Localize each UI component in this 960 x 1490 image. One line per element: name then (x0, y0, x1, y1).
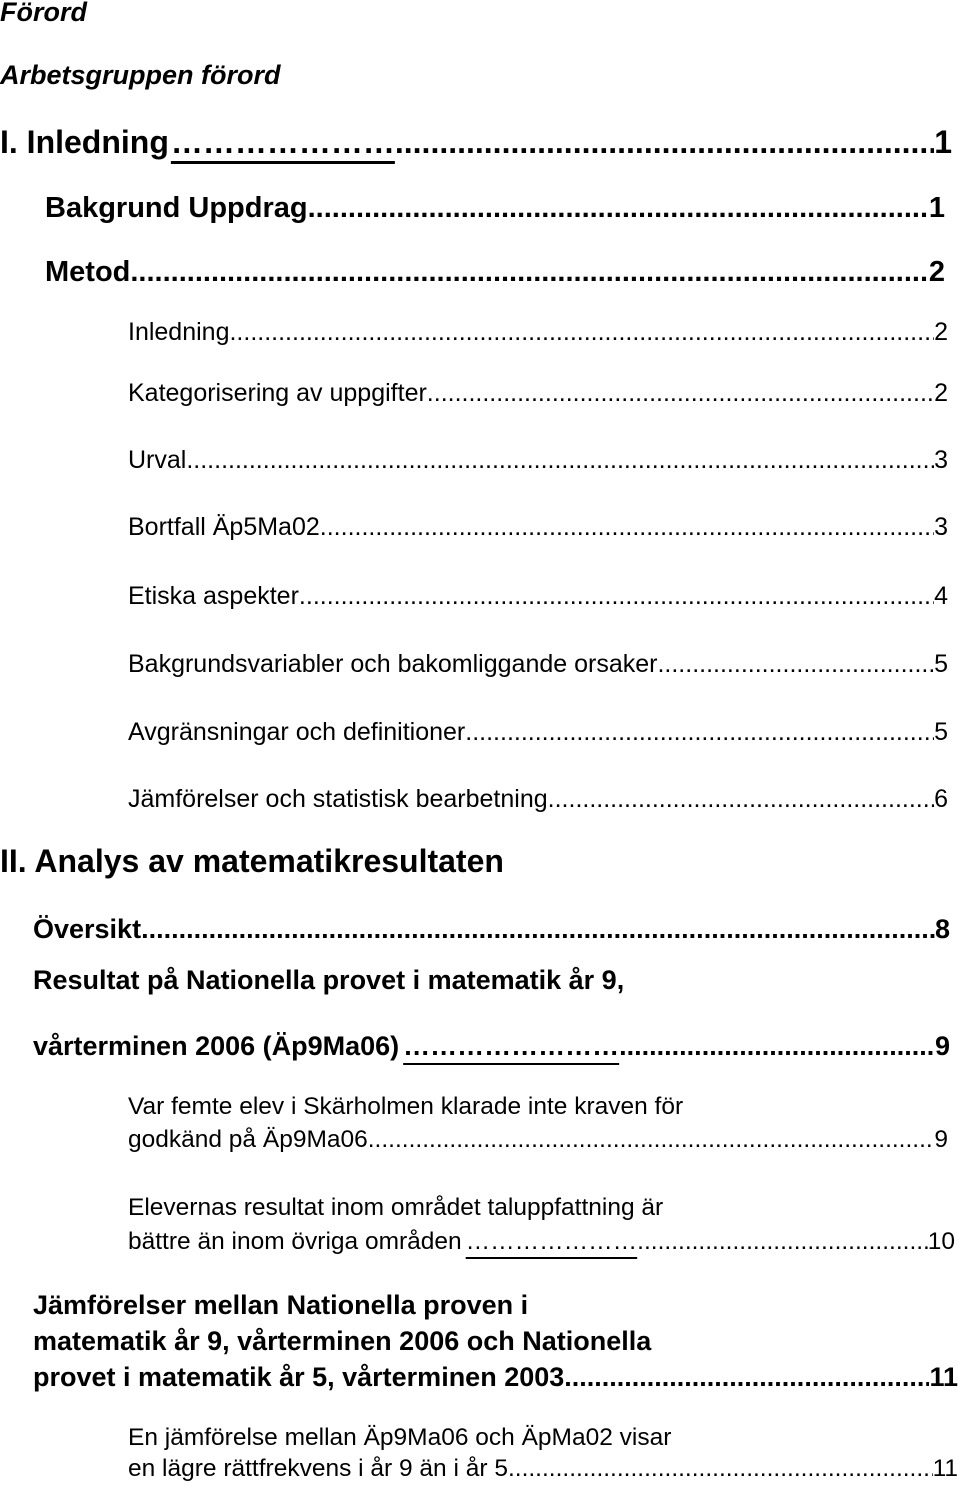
toc-entry-page: 9 (934, 1126, 948, 1153)
toc-entry-urval[interactable] (128, 446, 948, 475)
toc-entry-en-jamforelse[interactable] (128, 1455, 958, 1483)
toc-entry-label: godkänd på Äp9Ma06 (128, 1126, 368, 1153)
toc-entry-label: I. Inledning (0, 124, 169, 160)
toc-entry-inledning-main[interactable] (0, 124, 952, 161)
toc-entry-page: 10 (927, 1228, 955, 1255)
toc-entry-label: vårterminen 2006 (Äp9Ma06) (33, 1031, 400, 1061)
toc-entry-bakgrund[interactable] (45, 192, 945, 225)
toc-entry-var-femte[interactable] (128, 1126, 948, 1154)
toc-dot-leader (141, 914, 935, 945)
toc-dot-leader (657, 650, 934, 679)
toc-entry-page: 3 (934, 513, 948, 541)
toc-entry-resultat[interactable] (33, 1031, 950, 1062)
toc-entry-page: 2 (928, 256, 945, 288)
toc-entry-jamforelser[interactable] (33, 1362, 958, 1393)
toc-entry-label: Kategorisering av uppgifter (128, 379, 427, 407)
toc-entry-metod[interactable] (45, 256, 945, 289)
toc-dot-leader (320, 513, 934, 542)
toc-dot-leader (130, 256, 928, 289)
toc-entry-resultat-line1: Resultat på Nationella provet i matematik år 9, (33, 965, 625, 995)
toc-entry-label: Bakgrund Uppdrag (45, 192, 308, 224)
toc-dot-leader (508, 1455, 933, 1483)
toc-heading-forord: Förord (0, 0, 87, 27)
toc-entry-label: provet i matematik år 5, vårterminen 2003 (33, 1362, 565, 1392)
toc-entry-bakgrundsvariabler[interactable] (128, 650, 948, 679)
toc-entry-page: 8 (934, 914, 950, 944)
toc-entry-label: en lägre rättfrekvens i år 9 än i år 5 (128, 1455, 508, 1482)
toc-entry-label: Avgränsningar och definitioner (128, 718, 466, 746)
toc-entry-label: bättre än inom övriga områden (128, 1228, 462, 1255)
toc-entry-avgransningar[interactable] (128, 718, 948, 747)
toc-dot-leader (186, 446, 934, 475)
toc-entry-elevernas-line1: Elevernas resultat inom området taluppfattning är (128, 1194, 664, 1221)
toc-entry-en-jamforelse-line1: En jämförelse mellan Äp9Ma06 och ÄpMa02 visar (128, 1424, 672, 1451)
toc-entry-label: Etiska aspekter (128, 582, 299, 610)
toc-entry-etiska[interactable] (128, 582, 948, 611)
toc-entry-page: 5 (934, 650, 948, 678)
toc-entry-jamforelser-line1: Jämförelser mellan Nationella proven i (33, 1290, 529, 1320)
toc-entry-leader: …………………… (403, 1031, 620, 1061)
toc-heading-analys: II. Analys av matematikresultaten (0, 843, 504, 879)
toc-entry-leader: ………………… (170, 124, 395, 160)
toc-dot-leader (564, 1362, 929, 1393)
toc-entry-page: 11 (932, 1455, 958, 1482)
toc-entry-kategorisering[interactable] (128, 379, 948, 408)
toc-entry-leader: ………………… (465, 1228, 638, 1255)
toc-entry-var-femte-line1: Var femte elev i Skärholmen klarade inte kraven för (128, 1093, 684, 1120)
toc-dot-leader (308, 192, 929, 225)
toc-entry-page: 9 (934, 1031, 950, 1061)
toc-entry-oversikt[interactable] (33, 914, 950, 945)
toc-entry-page: 5 (934, 718, 948, 746)
toc-entry-metod-inledning[interactable] (128, 318, 948, 347)
toc-entry-elevernas[interactable] (128, 1228, 955, 1256)
toc-entry-page: 6 (934, 785, 948, 813)
toc-dot-leader (368, 1126, 935, 1154)
toc-entry-bortfall[interactable] (128, 513, 948, 542)
toc-entry-jamforelser-line2: matematik år 9, vårterminen 2006 och Nationella (33, 1326, 652, 1356)
toc-dot-leader (619, 1031, 935, 1062)
toc-entry-page: 2 (934, 379, 948, 407)
toc-entry-page: 1 (934, 124, 952, 160)
toc-entry-page: 2 (934, 318, 948, 346)
toc-entry-label: Översikt (33, 914, 142, 944)
toc-dot-leader (637, 1228, 928, 1256)
toc-entry-page: 4 (934, 582, 948, 610)
toc-dot-leader (299, 582, 934, 611)
toc-entry-label: Metod (45, 256, 131, 288)
toc-dot-leader (427, 379, 934, 408)
toc-dot-leader (395, 124, 934, 161)
toc-entry-label: Bakgrundsvariabler och bakomliggande orsaker (128, 650, 658, 678)
toc-entry-page: 11 (929, 1362, 958, 1392)
toc-heading-arbetsgruppen: Arbetsgruppen förord (0, 60, 281, 90)
toc-entry-page: 3 (934, 446, 948, 474)
toc-entry-label: Urval (128, 446, 187, 474)
toc-entry-page: 1 (928, 192, 945, 224)
toc-dot-leader (465, 718, 934, 747)
toc-entry-label: Bortfall Äp5Ma02 (128, 513, 320, 541)
toc-dot-leader (548, 785, 934, 814)
toc-dot-leader (229, 318, 934, 347)
toc-entry-jamforelser-statistisk[interactable] (128, 785, 948, 814)
toc-entry-label: Jämförelser och statistisk bearbetning (128, 785, 548, 813)
toc-entry-label: Inledning (128, 318, 230, 346)
